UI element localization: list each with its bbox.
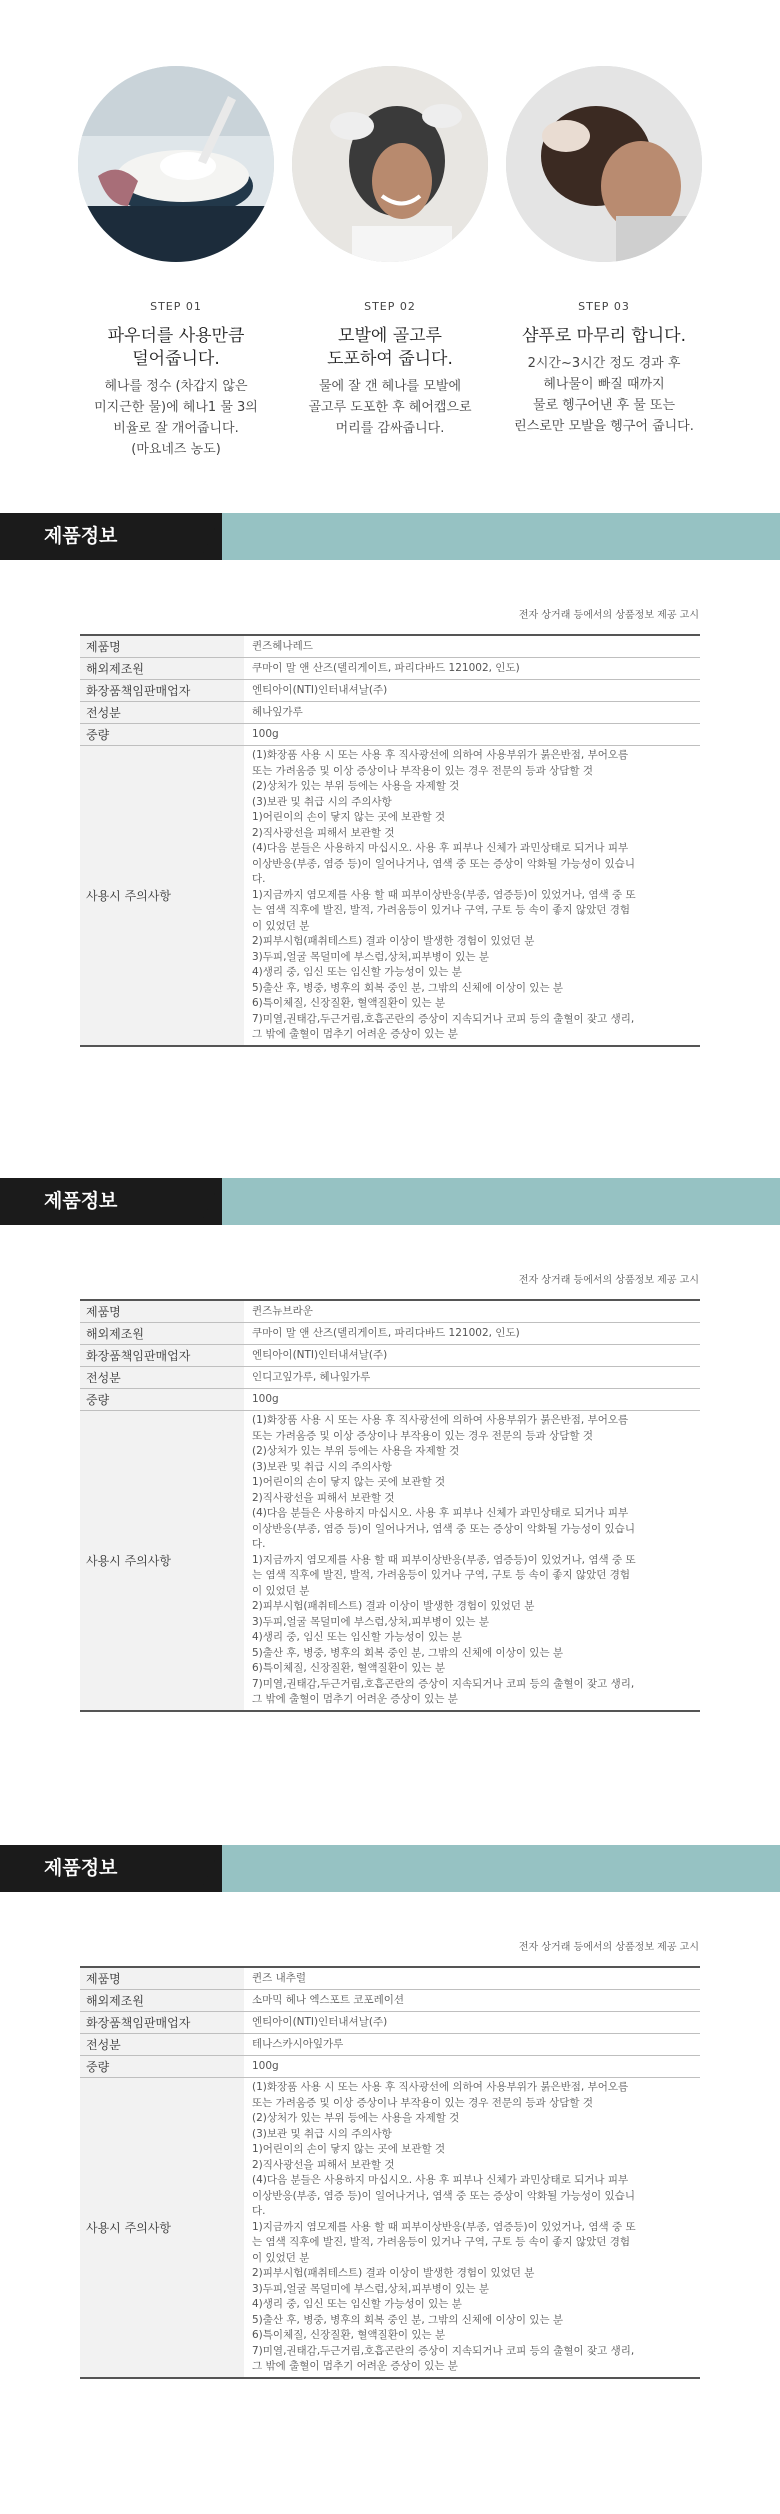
product-info-table xyxy=(80,1966,700,2379)
step-1-title xyxy=(76,325,276,371)
caution-line: 4)생리 중, 임신 또는 임신할 가능성이 있는 분 xyxy=(252,2298,462,2310)
table-row xyxy=(80,1323,700,1345)
caution-line: 1)지금까지 염모제를 사용 할 때 피부이상반응(부종, 염증등)이 있었거나, 염색 중 또 xyxy=(252,1553,636,1566)
caution-line: 2)직사광선을 피해서 보관할 것 xyxy=(252,826,395,839)
caution-line: 2)피부시험(패취테스트) 결과 이상이 발생한 경험이 있었던 분 xyxy=(252,1600,535,1612)
table-row xyxy=(80,2034,700,2056)
table-row-caution xyxy=(80,746,700,1046)
caution-line: (4)다음 분들은 사용하지 마십시오. 사용 후 피부나 신체가 과민상태로 되거나 피부 xyxy=(252,842,629,854)
table-row xyxy=(80,635,700,658)
step-1-desc-line: 헤나를 정수 (차갑지 않은 xyxy=(104,379,248,394)
row-label: 사용시 주의사항 xyxy=(80,746,244,1046)
caution-line: 7)미열,권태감,두근거림,호흡곤란의 증상이 지속되거나 코피 등의 출혈이 잦고 생리, xyxy=(252,1012,635,1025)
step-3-number: STEP 03 xyxy=(578,300,630,313)
step-2-desc-line: 골고루 도포한 후 헤어캡으로 xyxy=(308,400,472,415)
step-3 xyxy=(504,66,704,437)
header-slant xyxy=(200,513,222,560)
caution-line: 1)지금까지 염모제를 사용 할 때 피부이상반응(부종, 염증등)이 있었거나, 염색 중 또 xyxy=(252,888,636,901)
caution-line: 5)출산 후, 병중, 병후의 회복 중인 분, 그밖의 신체에 이상이 있는 분 xyxy=(252,1646,564,1659)
caution-line: (2)상처가 있는 부위 등에는 사용을 자제할 것 xyxy=(252,780,460,792)
section-header xyxy=(0,513,780,560)
caution-text xyxy=(244,2078,700,2378)
step-1-desc-line: 미지근한 물)에 헤나1 물 3의 xyxy=(94,400,258,415)
table-row xyxy=(80,1300,700,1323)
caution-line: (2)상처가 있는 부위 등에는 사용을 자제할 것 xyxy=(252,2112,460,2124)
caution-text xyxy=(244,1411,700,1711)
table-row xyxy=(80,2012,700,2034)
caution-line: 다. xyxy=(252,1538,266,1550)
table-row xyxy=(80,680,700,702)
row-value: 퀸즈 내추럴 xyxy=(244,1967,700,1990)
caution-line: (2)상처가 있는 부위 등에는 사용을 자제할 것 xyxy=(252,1445,460,1457)
caution-line: 다. xyxy=(252,873,266,885)
caution-line: 3)두피,얼굴 목덜미에 부스럼,상처,피부병이 있는 분 xyxy=(252,2282,489,2295)
step-3-title-line: 샴푸로 마무리 합니다. xyxy=(521,326,686,346)
row-label: 해외제조원 xyxy=(80,1323,244,1345)
caution-line: 1)어린이의 손이 닿지 않는 곳에 보관할 것 xyxy=(252,811,446,823)
row-label: 해외제조원 xyxy=(80,658,244,680)
caution-line: 는 염색 직후에 발진, 발적, 가려움등이 있거나 구역, 구토 등 속이 좋지 않았던 경험 xyxy=(252,1569,630,1581)
step-1-title-line: 파우더를 사용만큼 xyxy=(107,326,245,346)
caution-line: 그 밖에 출혈이 멈추기 어려운 증상이 있는 분 xyxy=(252,2360,458,2372)
step-3-desc-line: 물로 헹구어낸 후 물 또는 xyxy=(532,398,676,413)
row-value: 소마믹 헤나 엑스포트 코포레이션 xyxy=(244,1990,700,2012)
caution-line: (1)화장품 사용 시 또는 사용 후 직사광선에 의하여 사용부위가 붉은반점, 부어오름 xyxy=(252,749,629,761)
notice-text: 전자 상거래 등에서의 상품정보 제공 고시 xyxy=(518,1275,699,1286)
row-label: 제품명 xyxy=(80,1967,244,1990)
row-value: 퀸즈헤나레드 xyxy=(244,635,700,658)
step-2-desc-line: 머리를 감싸줍니다. xyxy=(335,421,445,436)
step-1-number: STEP 01 xyxy=(150,300,202,313)
step-3-desc-line: 2시간~3시간 정도 경과 후 xyxy=(527,356,681,371)
caution-line: (1)화장품 사용 시 또는 사용 후 직사광선에 의하여 사용부위가 붉은반점, 부어오름 xyxy=(252,1414,629,1426)
row-value: 100g xyxy=(244,724,700,746)
step-2-title xyxy=(290,325,490,371)
section-header xyxy=(0,1178,780,1225)
table-row xyxy=(80,702,700,724)
row-value: 테나스카시아잎가루 xyxy=(244,2034,700,2056)
step-3-desc-line: 헤나물이 빠질 때까지 xyxy=(543,377,665,392)
caution-line: 이 있었던 분 xyxy=(252,919,310,932)
caution-line: 4)생리 중, 임신 또는 임신할 가능성이 있는 분 xyxy=(252,966,462,978)
row-label: 제품명 xyxy=(80,1300,244,1323)
step-2-number: STEP 02 xyxy=(364,300,416,313)
row-label: 전성분 xyxy=(80,1367,244,1389)
caution-line: 다. xyxy=(252,2205,266,2217)
caution-line: 이상반응(부종, 염증 등)이 일어나거나, 염색 중 또는 증상이 악화될 가능성이 있습니 xyxy=(252,2189,635,2202)
caution-line: 4)생리 중, 임신 또는 임신할 가능성이 있는 분 xyxy=(252,1631,462,1643)
caution-line: 6)특이체질, 신장질환, 혈액질환이 있는 분 xyxy=(252,2329,446,2341)
caution-line: 는 염색 직후에 발진, 발적, 가려움등이 있거나 구역, 구토 등 속이 좋지 않았던 경험 xyxy=(252,904,630,916)
step-1-title-line: 덜어줍니다. xyxy=(132,349,220,369)
caution-line: 2)직사광선을 피해서 보관할 것 xyxy=(252,2158,395,2171)
product-info-table xyxy=(80,1299,700,1712)
section-title: 제품정보 xyxy=(44,1190,118,1212)
step-2 xyxy=(290,66,490,439)
caution-line: 3)두피,얼굴 목덜미에 부스럼,상처,피부병이 있는 분 xyxy=(252,1615,489,1628)
step-2-title-line: 모발에 골고루 xyxy=(338,326,442,346)
header-slant xyxy=(200,1845,222,1892)
caution-line: (4)다음 분들은 사용하지 마십시오. 사용 후 피부나 신체가 과민상태로 되거나 피부 xyxy=(252,1507,629,1519)
row-label: 해외제조원 xyxy=(80,1990,244,2012)
caution-line: 5)출산 후, 병중, 병후의 회복 중인 분, 그밖의 신체에 이상이 있는 분 xyxy=(252,981,564,994)
row-label: 화장품책임판매업자 xyxy=(80,1345,244,1367)
caution-line: 이상반응(부종, 염증 등)이 일어나거나, 염색 중 또는 증상이 악화될 가능성이 있습니 xyxy=(252,857,635,870)
caution-line: 이 있었던 분 xyxy=(252,2251,310,2264)
row-label: 중량 xyxy=(80,724,244,746)
table-row xyxy=(80,1367,700,1389)
caution-line: 2)피부시험(패취테스트) 결과 이상이 발생한 경험이 있었던 분 xyxy=(252,935,535,947)
caution-line: 그 밖에 출혈이 멈추기 어려운 증상이 있는 분 xyxy=(252,1028,458,1040)
step-3-photo xyxy=(506,66,702,262)
notice-text: 전자 상거래 등에서의 상품정보 제공 고시 xyxy=(518,610,699,621)
section-title: 제품정보 xyxy=(44,1857,118,1879)
row-value: 엔티아이(NTI)인터내셔날(주) xyxy=(244,1345,700,1367)
table-row xyxy=(80,1345,700,1367)
caution-line: 2)직사광선을 피해서 보관할 것 xyxy=(252,1491,395,1504)
caution-line: (3)보관 및 취급 시의 주의사항 xyxy=(252,795,392,808)
table-row xyxy=(80,1990,700,2012)
step-1-description xyxy=(76,376,276,460)
table-row xyxy=(80,1389,700,1411)
header-teal-band xyxy=(222,513,780,560)
caution-line: 이상반응(부종, 염증 등)이 일어나거나, 염색 중 또는 증상이 악화될 가능성이 있습니 xyxy=(252,1522,635,1535)
notice-text: 전자 상거래 등에서의 상품정보 제공 고시 xyxy=(518,1942,699,1953)
caution-line: 는 염색 직후에 발진, 발적, 가려움등이 있거나 구역, 구토 등 속이 좋지 않았던 경험 xyxy=(252,2236,630,2248)
row-label: 전성분 xyxy=(80,702,244,724)
row-value: 퀸즈뉴브라운 xyxy=(244,1300,700,1323)
caution-line: (3)보관 및 취급 시의 주의사항 xyxy=(252,1460,392,1473)
caution-line: 7)미열,권태감,두근거림,호흡곤란의 증상이 지속되거나 코피 등의 출혈이 잦고 생리, xyxy=(252,1677,635,1690)
step-2-title-line: 도포하여 줍니다. xyxy=(327,349,453,369)
header-teal-band xyxy=(222,1178,780,1225)
row-label: 화장품책임판매업자 xyxy=(80,2012,244,2034)
row-value: 쿠마이 말 앤 산즈(델리게이트, 파리다바드 121002, 인도) xyxy=(244,658,700,680)
steps-section xyxy=(0,0,780,505)
product-info-table xyxy=(80,634,700,1047)
row-value: 100g xyxy=(244,2056,700,2078)
caution-line: 6)특이체질, 신장질환, 혈액질환이 있는 분 xyxy=(252,1662,446,1674)
row-label: 전성분 xyxy=(80,2034,244,2056)
step-1 xyxy=(76,66,276,460)
step-3-title xyxy=(504,325,704,348)
caution-line: 7)미열,권태감,두근거림,호흡곤란의 증상이 지속되거나 코피 등의 출혈이 잦고 생리, xyxy=(252,2344,635,2357)
caution-line: 또는 가려움증 및 이상 증상이나 부작용이 있는 경우 전문의 등과 상담할 것 xyxy=(252,1429,594,1442)
row-value: 인디고잎가루, 헤나잎가루 xyxy=(244,1367,700,1389)
step-1-desc-line: 비율로 잘 개어줍니다. xyxy=(113,421,239,436)
table-row xyxy=(80,658,700,680)
row-value: 헤나잎가루 xyxy=(244,702,700,724)
caution-line: 5)출산 후, 병중, 병후의 회복 중인 분, 그밖의 신체에 이상이 있는 분 xyxy=(252,2313,564,2326)
step-2-description xyxy=(290,376,490,439)
table-row xyxy=(80,2056,700,2078)
caution-line: (3)보관 및 취급 시의 주의사항 xyxy=(252,2127,392,2140)
header-teal-band xyxy=(222,1845,780,1892)
row-label: 중량 xyxy=(80,2056,244,2078)
row-label: 중량 xyxy=(80,1389,244,1411)
row-label: 사용시 주의사항 xyxy=(80,1411,244,1711)
caution-line: 이 있었던 분 xyxy=(252,1584,310,1597)
caution-line: 3)두피,얼굴 목덜미에 부스럼,상처,피부병이 있는 분 xyxy=(252,950,489,963)
caution-text xyxy=(244,746,700,1046)
table-row-caution xyxy=(80,1411,700,1711)
caution-line: 또는 가려움증 및 이상 증상이나 부작용이 있는 경우 전문의 등과 상담할 것 xyxy=(252,2096,594,2109)
step-2-desc-line: 물에 잘 갠 헤나를 모발에 xyxy=(318,379,462,394)
step-3-description xyxy=(504,353,704,437)
caution-line: 6)특이체질, 신장질환, 혈액질환이 있는 분 xyxy=(252,997,446,1009)
table-row xyxy=(80,1967,700,1990)
row-value: 엔티아이(NTI)인터내셔날(주) xyxy=(244,2012,700,2034)
section-title: 제품정보 xyxy=(44,525,118,547)
row-value: 엔티아이(NTI)인터내셔날(주) xyxy=(244,680,700,702)
step-2-photo xyxy=(292,66,488,262)
table-row-caution xyxy=(80,2078,700,2378)
step-3-desc-line: 린스로만 모발을 헹구어 줍니다. xyxy=(514,419,694,434)
row-value: 100g xyxy=(244,1389,700,1411)
table-row xyxy=(80,724,700,746)
section-header xyxy=(0,1845,780,1892)
row-label: 제품명 xyxy=(80,635,244,658)
caution-line: 2)피부시험(패취테스트) 결과 이상이 발생한 경험이 있었던 분 xyxy=(252,2267,535,2279)
caution-line: (4)다음 분들은 사용하지 마십시오. 사용 후 피부나 신체가 과민상태로 되거나 피부 xyxy=(252,2174,629,2186)
row-value: 쿠마이 말 앤 산즈(델리게이트, 파리다바드 121002, 인도) xyxy=(244,1323,700,1345)
row-label: 화장품책임판매업자 xyxy=(80,680,244,702)
caution-line: 그 밖에 출혈이 멈추기 어려운 증상이 있는 분 xyxy=(252,1693,458,1705)
step-1-desc-line: (마요네즈 농도) xyxy=(131,442,221,457)
header-slant xyxy=(200,1178,222,1225)
caution-line: 또는 가려움증 및 이상 증상이나 부작용이 있는 경우 전문의 등과 상담할 것 xyxy=(252,764,594,777)
caution-line: 1)어린이의 손이 닿지 않는 곳에 보관할 것 xyxy=(252,2143,446,2155)
step-1-photo xyxy=(78,66,274,262)
caution-line: (1)화장품 사용 시 또는 사용 후 직사광선에 의하여 사용부위가 붉은반점, 부어오름 xyxy=(252,2081,629,2093)
caution-line: 1)어린이의 손이 닿지 않는 곳에 보관할 것 xyxy=(252,1476,446,1488)
caution-line: 1)지금까지 염모제를 사용 할 때 피부이상반응(부종, 염증등)이 있었거나, 염색 중 또 xyxy=(252,2220,636,2233)
row-label: 사용시 주의사항 xyxy=(80,2078,244,2378)
